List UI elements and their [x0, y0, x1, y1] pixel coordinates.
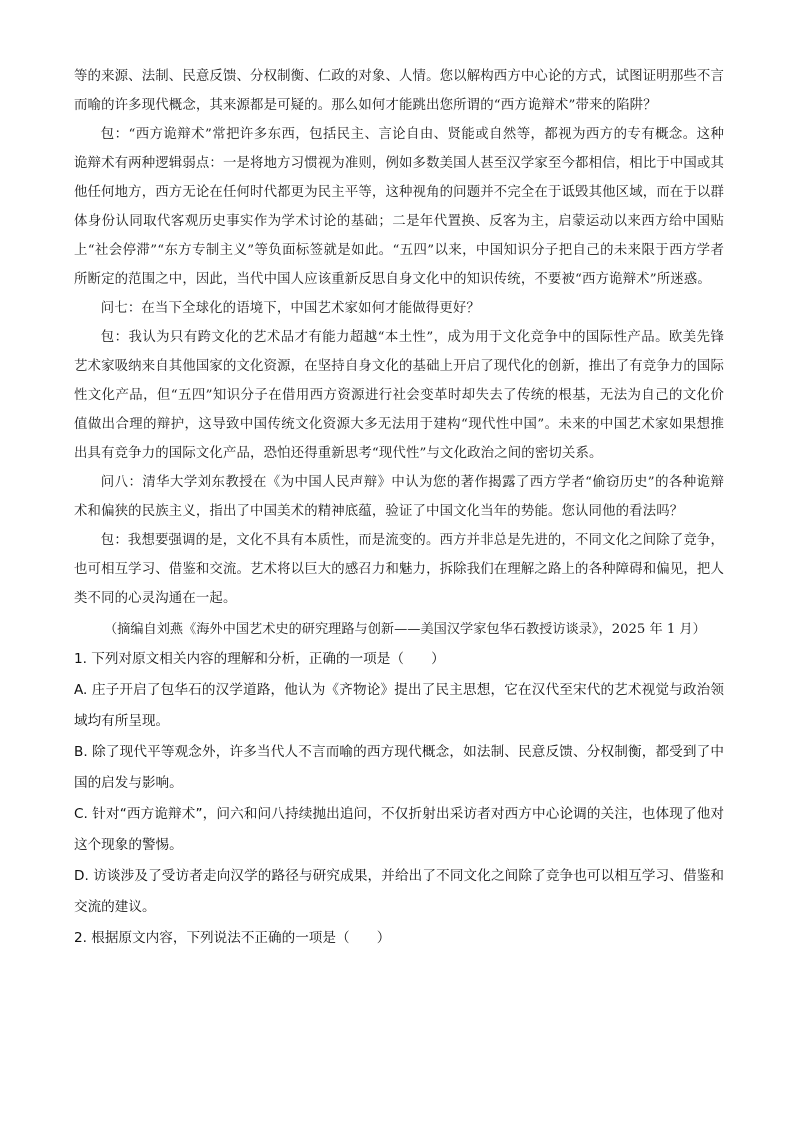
passage-answer-paragraph: 包：我认为只有跨文化的艺术品才有能力超越“本土性”，成为用于文化竞争中的国际性产品。欧美先锋艺术家吸纳来自其他国家的文化资源，在坚持自身文化的基础上开启了现代化的创新，推出了有竞争力的国际性文化产品，但“五四”知识分子在借用西方资源进行社会变革时却失去了传统的根基，无法为自己的文化价值做出合理的辩护，这导致中国传统文化资源大多无法用于建构“现代性中国”。未来的中国艺术家如果想推出具有竞争力的国际文化产品，恐怕还得重新思考“现代性”与文化政治之间的密切关系。	[74, 330, 724, 461]
passage-source-citation: （摘编自刘燕《海外中国艺术史的研究理路与创新——美国汉学家包华石教授访谈录》，2025 年 1 月）	[104, 622, 706, 637]
passage-question-eight: 问八：清华大学刘东教授在《为中国人民声辩》中认为您的著作揭露了西方学者“偷窃历史”的各种诡辩术和偏狭的民族主义，指出了中国美术的精神底蕴，验证了中国文化当年的势能。您认同他的看法吗？	[74, 475, 724, 519]
passage-paragraph-continuation: 等的来源、法制、民意反馈、分权制衡、仁政的对象、人情。您以解构西方中心论的方式，试图证明那些不言而喻的许多现代概念，其来源都是可疑的。那么如何才能跳出您所谓的“西方诡辩术”带来的陷阱？	[74, 69, 724, 113]
question-2-stem: 2. 根据原文内容，下列说法不正确的一项是（ ）	[74, 930, 391, 946]
question-1-option-c: C. 针对“西方诡辩术”，问六和问八持续抛出追问，不仅折射出采访者对西方中心论调的关注，也体现了他对这个现象的警惕。	[74, 806, 724, 853]
question-1-option-d: D. 访谈涉及了受访者走向汉学的路径与研究成果，并给出了不同文化之间除了竞争也可以相互学习、借鉴和交流的建议。	[74, 868, 724, 915]
document-page	[74, 62, 724, 954]
passage-question-seven: 问七：在当下全球化的语境下，中国艺术家如何才能做得更好？	[100, 301, 480, 316]
passage-answer-paragraph: 包：我想要强调的是，文化不具有本质性，而是流变的。西方并非总是先进的，不同文化之间除了竞争，也可相互学习、借鉴和交流。艺术将以巨大的感召力和魅力，拆除我们在理解之路上的各种障碍和偏见，把人类不同的心灵沟通在一起。	[74, 533, 724, 606]
question-1-option-a: A. 庄子开启了包华石的汉学道路，他认为《齐物论》提出了民主思想，它在汉代至宋代的艺术视觉与政治领域均有所呈现。	[74, 682, 724, 729]
question-1-option-b: B. 除了现代平等观念外，许多当代人不言而喻的西方现代概念，如法制、民意反馈、分权制衡，都受到了中国的启发与影响。	[74, 744, 724, 791]
passage-answer-paragraph: 包：“西方诡辩术”常把许多东西，包括民主、言论自由、贤能或自然等，都视为西方的专有概念。这种诡辩术有两种逻辑弱点：一是将地方习惯视为准则，例如多数美国人甚至汉学家至今都相信，相比于中国或其他任何地方，西方无论在任何时代都更为民主平等，这种视角的问题并不完全在于诋毁其他区域，而在于以群体身份认同取代客观历史事实作为学术讨论的基础；二是年代置换、反客为主，启蒙运动以来西方给中国贴上“社会停滞”“东方专制主义”等负面标签就是如此。“五四”以来，中国知识分子把自己的未来限于西方学者所断定的范围之中，因此，当代中国人应该重新反思自身文化中的知识传统，不要被“西方诡辩术”所迷惑。	[74, 127, 724, 287]
question-1-stem: 1. 下列对原文相关内容的理解和分析，正确的一项是（ ）	[74, 651, 445, 667]
